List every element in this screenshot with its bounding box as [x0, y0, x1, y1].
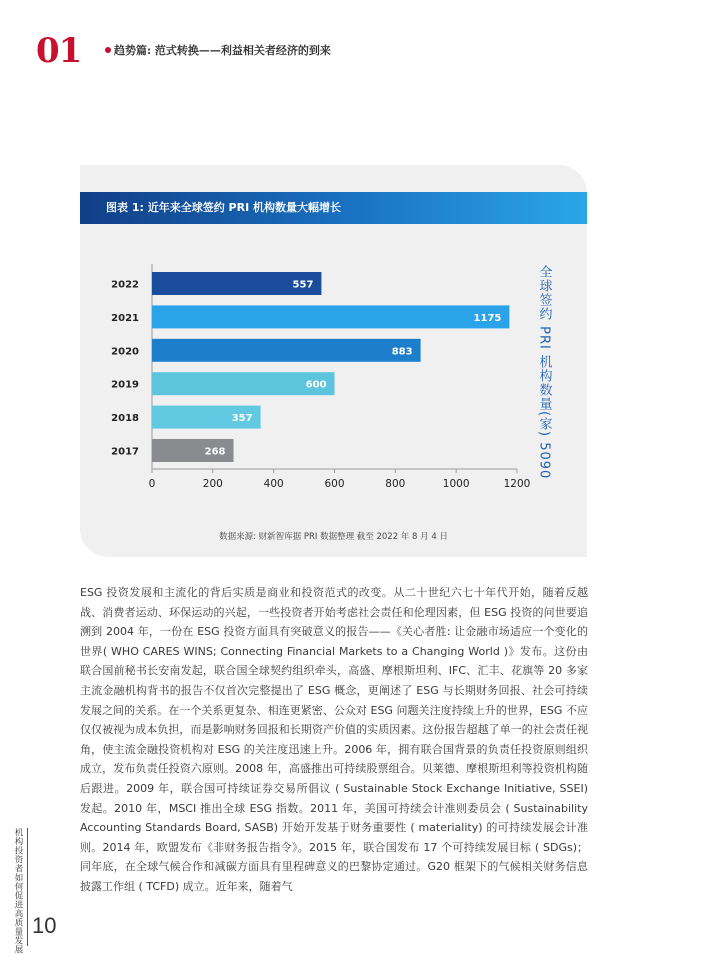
category-label: 2022 — [111, 279, 139, 291]
bar — [152, 305, 509, 328]
category-label: 2018 — [111, 413, 139, 425]
body-text — [80, 583, 588, 897]
side-book-title: 机构投资者如何促进高质量发展 — [13, 828, 23, 954]
x-tick-label: 800 — [385, 478, 406, 490]
x-tick-label: 400 — [263, 478, 284, 490]
category-label: 2019 — [111, 379, 139, 391]
bar-value-label: 357 — [231, 413, 253, 425]
x-tick-label: 1000 — [442, 478, 470, 490]
side-divider — [27, 828, 28, 946]
figure-source: 数据来源: 财新智库据 PRI 数据整理 截至 2022 年 8 月 4 日 — [219, 532, 448, 542]
category-label: 2017 — [111, 446, 139, 458]
header-title: 趋势篇: 范式转换——利益相关者经济的到来 — [114, 44, 331, 57]
page-number: 10 — [32, 913, 57, 938]
x-tick-label: 600 — [324, 478, 345, 490]
category-label: 2020 — [111, 346, 139, 358]
header-bullet-icon — [105, 47, 111, 53]
figure-panel — [80, 165, 587, 557]
bar-value-label: 883 — [391, 346, 413, 358]
x-tick-label: 1200 — [503, 478, 531, 490]
chapter-number: 01 — [36, 31, 82, 71]
figure-title: 图表 1: 近年来全球签约 PRI 机构数量大幅增长 — [106, 201, 341, 214]
side-axis-label: 全球签约 PRI 机构数量(家) 5090 — [536, 265, 552, 480]
category-label: 2021 — [111, 312, 139, 324]
bar-value-label: 600 — [305, 379, 327, 391]
bar-value-label: 268 — [204, 446, 226, 458]
body-paragraph: ESG 投资发展和主流化的背后实质是商业和投资范式的改变。从二十世纪六七十年代开始，随着反越战、消费者运动、环保运动的兴起，一些投资者开始考虑社会责任和伦理因素，但 ESG 投资的问世要追溯到 2004 年，一份在 ESG 投资方面具有突破意义的报告——《关心者胜: 让金融市场适应一个变化的世界( WHO CARES WINS; Connecting Financial Markets to a Changing World )》发布。这份由联合国前秘书长安南发起，联合国全球契约组织牵头，高盛、摩根斯坦利、IFC、汇丰、花旗等 20 多家主流金融机构背书的报告不仅首次完整提出了 ESG 概念，更阐述了 ESG 与长期财务回报、社会可持续发展之间的关系。在一个关系更复杂、相连更紧密、公众对 ESG 问题关注度持续上升的世界，ESG 不应仅仅被视为成本负担，而是影响财务回报和长期资产价值的实质因素。这份报告超越了单一的社会责任视角，使主流金融投资机构对 ESG 的关注度迅速上升。2006 年，拥有联合国背景的负责任投资原则组织成立，发布负责任投资六原则。2008 年，高盛推出可持续股票组合。贝莱德、摩根斯坦利等投资机构随后跟进。2009 年，联合国可持续证券交易所倡议 ( Sustainable Stock Exchange Initiative, SSEI) 发起。2010 年，MSCI 推出全球 ESG 指数。2011 年，美国可持续会计准则委员会 ( Sustainability Accounting Standards Board, SASB) 开始开发基于财务重要性 ( materiality) 的可持续发展会计准则。2014 年，欧盟发布《非财务报告指令》。2015 年，联合国发布 17 个可持续发展目标 ( SDGs)；同年底，在全球气候合作和减碳方面具有里程碑意义的巴黎协定通过。G20 框架下的气候相关财务信息披露工作组 ( TCFD) 成立。近年来，随着气 — [80, 586, 588, 893]
bar-value-label: 557 — [292, 279, 314, 291]
x-tick-label: 200 — [202, 478, 223, 490]
bar — [152, 339, 421, 362]
bar-value-label: 1175 — [473, 312, 502, 324]
bar-chart — [80, 165, 587, 557]
x-tick-label: 0 — [148, 478, 156, 490]
